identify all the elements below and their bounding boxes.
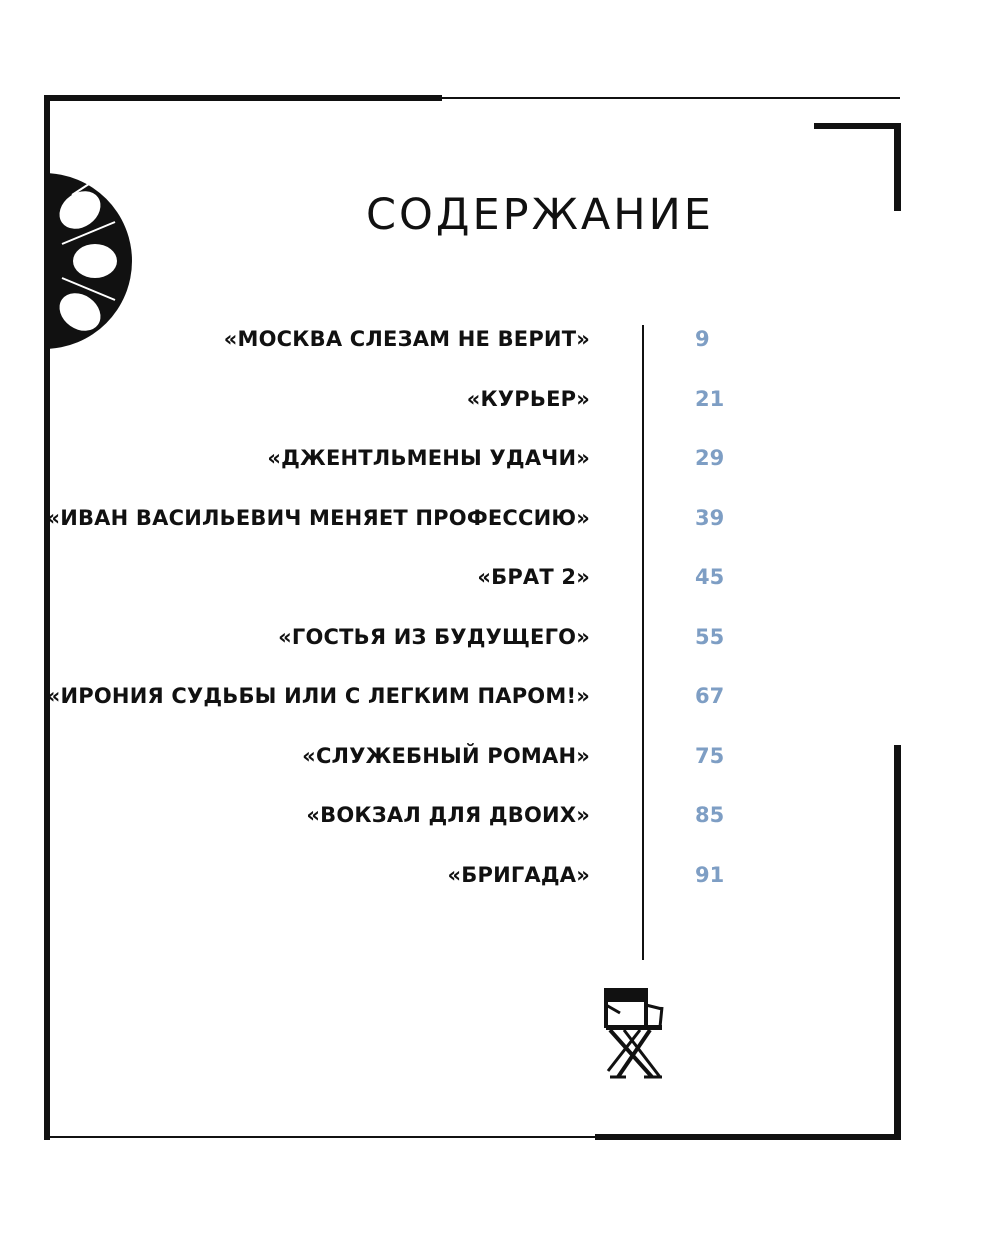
toc-entry-title: «ГОСТЬЯ ИЗ БУДУЩЕГО»	[278, 624, 590, 649]
toc-entry-page: 9	[695, 327, 710, 351]
toc-entry[interactable]	[60, 446, 760, 506]
toc-entry-title: «ДЖЕНТЛЬМЕНЫ УДАЧИ»	[267, 446, 590, 470]
page-title: СОДЕРЖАНИЕ	[366, 190, 714, 240]
table-of-contents	[46, 327, 760, 922]
toc-entry-page: 75	[695, 743, 725, 768]
toc-entry[interactable]	[60, 387, 760, 447]
toc-entry-page: 67	[695, 684, 725, 708]
toc-entry-title: «КУРЬЕР»	[466, 386, 590, 411]
toc-entry-title: «ИРОНИЯ СУДЬБЫ ИЛИ С ЛЕГКИМ ПАРОМ!»	[46, 684, 590, 708]
toc-entry[interactable]	[60, 565, 760, 625]
toc-entry[interactable]	[46, 505, 760, 566]
toc-entry-page: 91	[695, 862, 725, 887]
corner-bracket-top	[814, 123, 901, 129]
toc-entry-title: «СЛУЖЕБНЫЙ РОМАН»	[302, 743, 590, 768]
toc-entry-page: 21	[695, 386, 725, 411]
toc-entry-title: «ВОКЗАЛ ДЛЯ ДВОИХ»	[306, 803, 590, 827]
frame-top-thin-line	[440, 97, 900, 99]
toc-entry[interactable]	[60, 803, 760, 863]
toc-entry[interactable]	[60, 863, 760, 923]
toc-entry-title: «ИВАН ВАСИЛЬЕВИЧ МЕНЯЕТ ПРОФЕССИЮ»	[46, 505, 590, 530]
frame-bottom-thick-line	[595, 1134, 901, 1140]
frame-bottom-thin-line	[44, 1136, 604, 1138]
toc-entry[interactable]	[46, 684, 760, 744]
director-chair-icon	[600, 985, 668, 1080]
toc-entry[interactable]	[60, 744, 760, 804]
toc-entry-title: «БРАТ 2»	[477, 565, 590, 589]
corner-bracket-side	[894, 123, 901, 211]
toc-entry-page: 45	[695, 565, 725, 589]
frame-top-thick-line	[44, 95, 442, 101]
toc-entry[interactable]	[60, 625, 760, 685]
frame-right-lower-line	[894, 745, 901, 1140]
toc-entry-title: «БРИГАДА»	[447, 862, 590, 887]
toc-entry-page: 55	[695, 624, 725, 649]
toc-entry-page: 39	[695, 505, 725, 530]
toc-entry-title: «МОСКВА СЛЕЗАМ НЕ ВЕРИТ»	[223, 327, 590, 351]
toc-entry-page: 85	[695, 803, 725, 827]
toc-entry-page: 29	[695, 446, 725, 470]
toc-entry[interactable]	[60, 327, 760, 387]
